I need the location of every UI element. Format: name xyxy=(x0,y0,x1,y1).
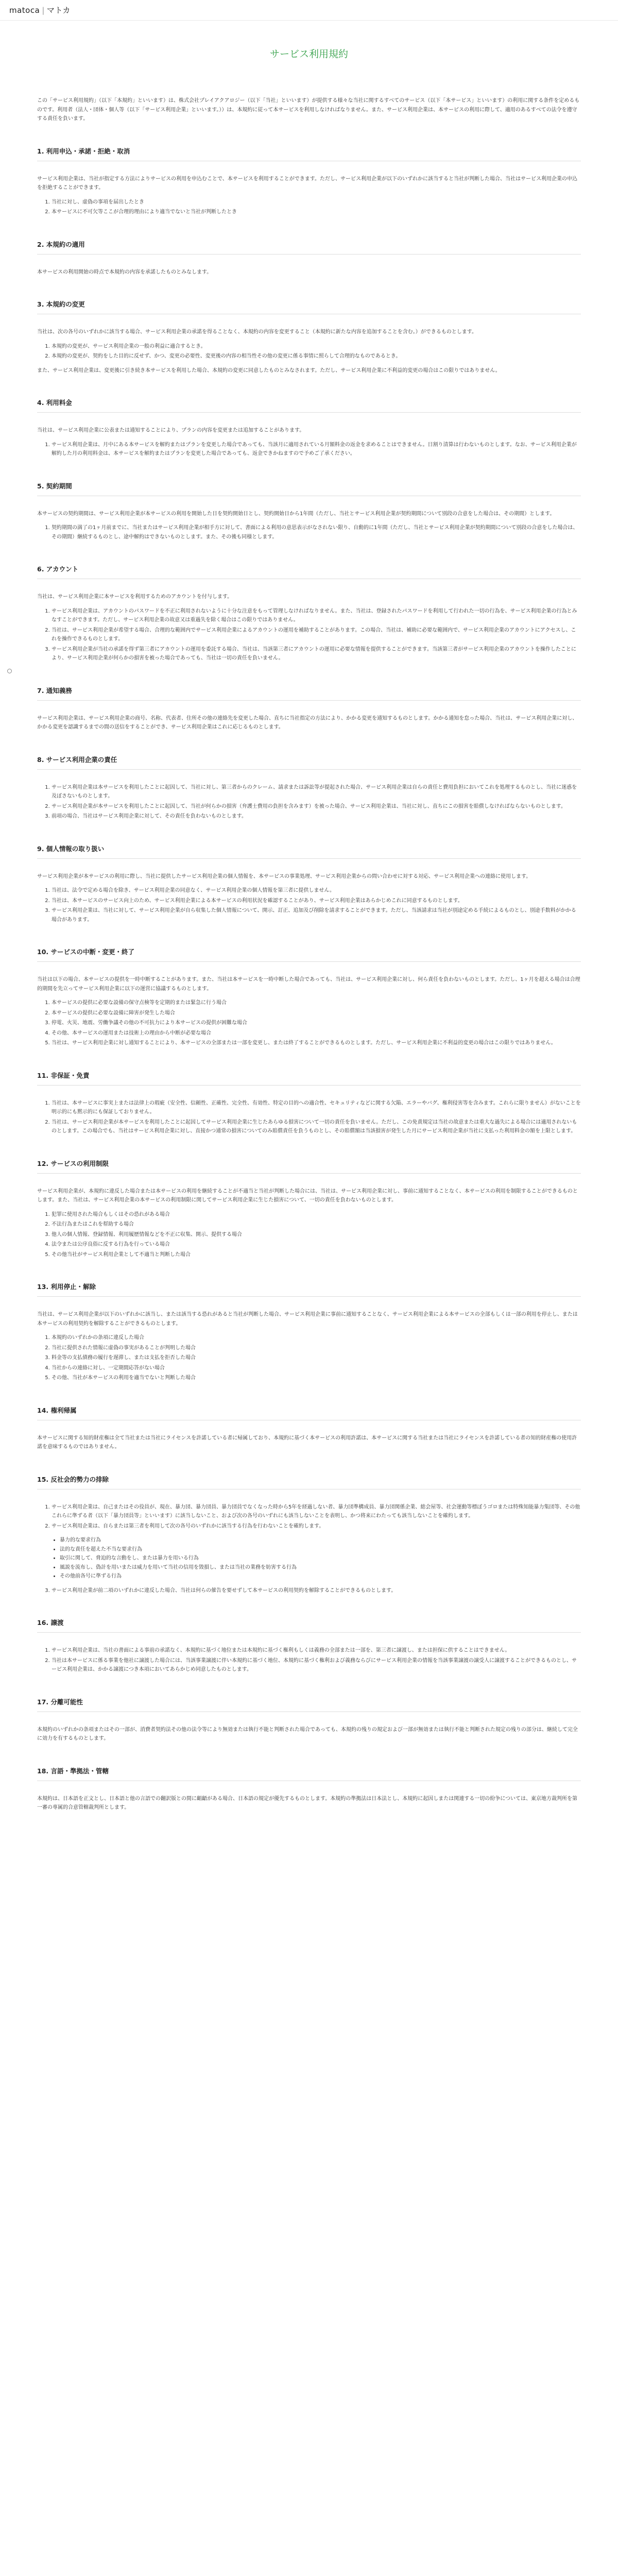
intro-paragraph: この「サービス利用規約」（以下「本規約」といいます）は、株式会社プレイアクアロジー（以下「当社」といいます）が提供する様々な当社に関するすべてのサービス（以下「本サービス」といいます）の利用に関する条件を定めるものです。利用者（法人・団体・個人等（以下「サービス利用企業」といいます。））は、本規約に従って本サービスを利用しなければなりません。また、サービス利用企業は、本サービスの利用に際して、適用のあるすべての法令を遵守する責任を負います。 xyxy=(37,98,580,122)
list-item: • 風説を流布し、偽計を用いまたは威力を用いて当社の信用を毀損し、または当社の業務を妨害する行為 xyxy=(60,1563,581,1572)
list-item: 1. サービス利用企業は、アカウントのパスワードを不正に利用されないように十分な注意をもって管理しなければなりません。また、当社は、登録されたパスワードを利用して行われた一切の行為を、サービス利用企業の行為とみなすことができます。ただし、サービス利用企業の故意又は重過失を除く場合はこの限りではありません。 xyxy=(52,607,581,625)
section-heading: 4. 利用料金 xyxy=(37,399,72,406)
list-item: 1. サービス利用企業は、自己またはその役員が、現在、暴力団、暴力団員、暴力団員でなくなった時から5年を経過しない者、暴力団準構成員、暴力団関係企業、総会屋等、社会運動等標ぼうゴロまたは特殊知能暴力集団等、その他これらに準ずる者（以下「暴力団員等」といいます）に該当しないこと、および次の各号のいずれにも該当しないことを表明し、かつ将来にわたっても該当しないことを確約します。 xyxy=(52,1503,581,1521)
list-item: 4. 法令または公序良俗に反する行為を行っている場合 xyxy=(52,1240,581,1249)
list-item: 1. 当社は、本サービスに事実上または法律上の瑕疵（安全性、信頼性、正確性、完全性、有効性、特定の目的への適合性、セキュリティなどに関する欠陥、エラーやバグ、権利侵害等を含みます。これらに限りません）がないことを明示的にも黙示的にも保証しておりません。 xyxy=(52,1099,581,1117)
list-item: 1. 当社に対し、虚偽の事項を届出したとき xyxy=(52,198,581,207)
section-heading: 15. 反社会的勢力の排除 xyxy=(37,1475,109,1483)
terms-section xyxy=(10,1475,608,1596)
list-item: 2. 本サービスに不可欠等ここが合理的理由により適当でないと当社が判断したとき xyxy=(52,208,581,217)
terms-section xyxy=(10,1282,608,1383)
section-divider xyxy=(37,769,581,770)
numbered-list xyxy=(52,523,581,541)
section-divider xyxy=(37,1632,581,1633)
section-divider xyxy=(37,1173,581,1174)
section-paragraph: 本規約は、日本語を正文とし、日本語と他の言語での翻訳版との間に齟齬がある場合、日本語の規定が優先するものとします。本規約の準拠法は日本法とし、本規約に起因しまたは関連する一切の紛争については、東京地方裁判所を第一審の専属的合意管轄裁判所とします。 xyxy=(37,1795,577,1810)
numbered-list xyxy=(52,1333,581,1383)
section-divider xyxy=(37,700,581,701)
logo-text-katakana: マトカ xyxy=(46,6,71,15)
terms-section xyxy=(10,686,608,732)
list-item: 3. 停電、火災、地震、労働争議その他の不可抗力により本サービスの提供が困難な場合 xyxy=(52,1019,581,1028)
numbered-list xyxy=(52,886,581,924)
list-item: 2. 本サービスの提供に必要な設備に障害が発生した場合 xyxy=(52,1009,581,1018)
section-paragraph: 当社は、サービス利用企業が以下のいずれかに該当し、または該当する恐れがあると当社が判断した場合、サービス利用企業に事前に通知することなく、サービス利用企業による本サービスの全部もしくは一部の利用を停止し、または本サービスの利用契約を解除することができるものとします。 xyxy=(37,1312,578,1327)
list-item: 5. その他当社がサービス利用企業として不適当と判断した場合 xyxy=(52,1250,581,1260)
list-item: 2. 当社は、サービス利用企業が本サービスを利用したことに起因してサービス利用企業に生じたあらゆる損害について一切の責任を負いません。ただし、この免責規定は当社の故意または重大な過失による場合には適用されないものとします。この場合でも、当社はサービス利用企業に対し、直接かつ通常の損害についてのみ賠償責任を負うものとし、その賠償額は当該損害が発生した月にサービス利用企業が当社に支払った利用料金の額を上限とします。 xyxy=(52,1118,581,1136)
list-item: 3. サービス利用企業が前二項のいずれかに違反した場合、当社は何らの催告を要せずして本サービスの利用契約を解除することができるものとします。 xyxy=(52,1586,581,1596)
section-heading: 11. 非保証・免責 xyxy=(37,1071,90,1079)
list-item: 2. 不法行為またはこれを幇助する場合 xyxy=(52,1220,581,1229)
list-item: • 法的な責任を超えた不当な要求行為 xyxy=(60,1545,581,1554)
list-item: 1. 犯罪に使用された場合もしくはその恐れがある場合 xyxy=(52,1210,581,1219)
section-heading: 13. 利用停止・解除 xyxy=(37,1283,96,1291)
section-paragraph: 当社は、サービス利用企業に公表または通知することにより、プランの内容を変更または追加することがあります。 xyxy=(37,428,305,433)
section-paragraph: 本規約のいずれかの条項またはその一部が、消費者契約法その他の法令等により無効または執行不能と判断された場合であっても、本規約の残りの規定および一部が無効または執行不能と判断された規定の残りの部分は、継続して完全に効力を有するものとします。 xyxy=(37,1726,578,1741)
terms-section xyxy=(10,481,608,542)
list-item: • その他前各号に準ずる行為 xyxy=(60,1572,581,1581)
site-header xyxy=(0,0,618,21)
section-heading: 16. 譲渡 xyxy=(37,1619,64,1626)
list-item: • 暴力的な要求行為 xyxy=(60,1536,581,1545)
terms-section xyxy=(10,755,608,821)
list-item: 1. 本規約の変更が、サービス利用企業の一般の利益に適合するとき。 xyxy=(52,342,581,351)
terms-section xyxy=(10,947,608,1048)
section-paragraph: サービス利用企業が、本規約に違反した場合または本サービスの利用を継続することが不適当と当社が判断した場合には、当社は、サービス利用企業に対し、事前に通知することなく、本サービスの利用を制限することができるものとします。また、当社は、サービス利用企業の本サービスの利用制限に関してサービス利用企業に生じた損害について、一切の責任を負わないものとします。 xyxy=(37,1188,578,1203)
terms-document xyxy=(10,46,608,1812)
side-circle-icon xyxy=(7,669,12,673)
list-item: 1. 本サービスの提供に必要な設備の保守点検等を定期的または緊急に行う場合 xyxy=(52,998,581,1008)
list-item: 3. サービス利用企業が当社の承諾を得ず第三者にアカウントの運用を委託する場合、当社は、当該第三者にアカウントの運用に必要な情報を提供することができます。当該第三者がサービス利用企業のアカウントを操作したことにより、サービス利用企業が何らかの損害を被った場合であっても、当社は一切の責任を負いません。 xyxy=(52,645,581,663)
terms-section xyxy=(10,844,608,925)
numbered-list xyxy=(52,1099,581,1136)
section-heading: 8. サービス利用企業の責任 xyxy=(37,755,117,764)
numbered-list xyxy=(52,1646,581,1674)
list-item: 5. 当社は、サービス利用企業に対し通知することにより、本サービスの全部または一部を変更し、または終了することができるものとします。ただし、サービス利用企業に不利益的変更の場合はこの限りではありません。 xyxy=(52,1039,581,1048)
section-divider xyxy=(37,961,581,962)
list-item: 3. サービス利用企業は、当社に対して、サービス利用企業が自ら収集した個人情報について、開示、訂正、追加及び削除を請求することができます。ただし、当該請求は当社が別途定める手続によるものとし、別途手数料がかかる場合があります。 xyxy=(52,906,581,924)
section-divider xyxy=(37,254,581,255)
list-item: 1. 本規約のいずれかの条項に違反した場合 xyxy=(52,1333,581,1343)
section-heading: 9. 個人情報の取り扱い xyxy=(37,844,105,853)
terms-sections xyxy=(10,146,608,1812)
section-heading: 1. 利用申込・承諾・拒絶・取消 xyxy=(37,147,130,155)
list-item: 2. 当社に提供された情報に虚偽の事実があることが判明した場合 xyxy=(52,1344,581,1353)
section-divider xyxy=(37,1085,581,1086)
terms-section xyxy=(10,564,608,663)
numbered-list xyxy=(52,1210,581,1260)
section-paragraph: 本サービスの契約期間は、サービス利用企業が本サービスの利用を開始した日を契約開始日とし、契約開始日から1年間（ただし、当社とサービス利用企業が契約期間について別段の合意をした場合は、その期間）とします。 xyxy=(37,511,555,517)
terms-section xyxy=(10,398,608,459)
terms-section xyxy=(10,1159,608,1260)
list-item: 1. サービス利用企業は、当社の書面による事前の承諾なく、本規約に基づく地位または本規約に基づく権利もしくは義務の全部または一部を、第三者に譲渡し、または担保に供することはできません。 xyxy=(52,1646,581,1655)
list-item: 5. その他、当社が本サービスの利用を適当でないと判断した場合 xyxy=(52,1374,581,1383)
section-divider xyxy=(37,412,581,413)
section-heading: 10. サービスの中断・変更・終了 xyxy=(37,948,134,956)
numbered-list xyxy=(52,1586,581,1596)
list-item: 1. サービス利用企業は本サービスを利用したことに起因して、当社に対し、第三者からのクレーム、請求または訴訟等が提起された場合、サービス利用企業は自らの責任と費用負担においてこれを処理するものとし、当社に迷惑を及ぼさないものとします。 xyxy=(52,783,581,801)
section-heading: 5. 契約期間 xyxy=(37,482,72,490)
section-paragraph: サービス利用企業は、当社が指定する方法によりサービスの利用を申込むことで、本サービスを利用することができます。ただし、サービス利用企業が以下のいずれかに該当すると当社が判断した場合、当社はサービス利用企業の申込を拒絶することができます。 xyxy=(37,176,577,191)
list-item: 1. 当社は、法令で定める場合を除き、サービス利用企業の同意なく、サービス利用企業の個人情報を第三者に提供しません。 xyxy=(52,886,581,895)
section-heading: 2. 本規約の適用 xyxy=(37,240,85,248)
section-paragraph: 当社は以下の場合、本サービスの提供を一時中断することがあります。また、当社は本サービスを一時中断した場合であっても、当社は、サービス利用企業に対し、何ら責任を負わないものとします。ただし、1ヶ月を超える場合は合理的期間を先立ってサービス利用企業に以下の運営に協議するものとします。 xyxy=(37,977,580,992)
list-item: 2. 本規約の変更が、契約をした目的に反せず、かつ、変更の必要性、変更後の内容の相当性その他の変更に係る事情に照らして合理的なものであるとき。 xyxy=(52,352,581,361)
bullet-list xyxy=(60,1536,581,1581)
section-paragraph: 本サービスに関する知的財産権は全て当社または当社にライセンスを許諾している者に帰属しており、本規約に基づく本サービスの利用許諾は、本サービスに関する当社または当社にライセンスを許諾している者の知的財産権の使用許諾を意味するものではありません。 xyxy=(37,1435,577,1450)
list-item: 2. 当社は、本サービスのサービス向上のため、サービス利用企業による本サービスの利用状況を確認することがあり、サービス利用企業はあらかじめこれに同意するものとします。 xyxy=(52,896,581,906)
terms-section xyxy=(10,1618,608,1674)
list-item: 3. 料金等の支払債務の履行を遅滞し、または支払を拒否した場合 xyxy=(52,1353,581,1363)
list-item: 2. サービス利用企業が本サービスを利用したことに起因して、当社が何らかの損害（弁護士費用の負担を含みます）を被った場合、サービス利用企業は、当社に対し、直ちにこの損害を賠償しなければならないものとします。 xyxy=(52,802,581,811)
section-paragraph: 本サービスの利用開始の時点で本規約の内容を承諾したものとみなします。 xyxy=(37,269,212,275)
section-heading: 7. 通知義務 xyxy=(37,686,72,694)
terms-section xyxy=(10,146,608,217)
list-item: 1. サービス利用企業は、月中にある本サービスを解約またはプランを変更した場合であっても、当該月に適用されている月額料金の返金を求めることはできません。日割り清算は行わないものとします。なお、サービス利用企業が解約した月の利用料金は、本サービスを解約またはプランを変更した場合であっても、返金できかねますので予めご了承ください。 xyxy=(52,440,581,459)
list-item: 4. 当社からの連絡に対し、一定期間応答がない場合 xyxy=(52,1364,581,1373)
numbered-list xyxy=(52,783,581,821)
section-heading: 18. 言語・準拠法・管轄 xyxy=(37,1767,109,1775)
numbered-list xyxy=(52,440,581,459)
site-logo[interactable] xyxy=(9,5,71,15)
page-title: サービス利用規約 xyxy=(269,48,348,60)
terms-section xyxy=(10,1405,608,1452)
list-item: 2. サービス利用企業は、自らまたは第三者を利用して次の各号のいずれかに該当する行為を行わないことを確約します。 xyxy=(52,1522,581,1531)
section-heading: 17. 分離可能性 xyxy=(37,1698,83,1706)
logo-separator: | xyxy=(42,6,45,15)
terms-section xyxy=(10,240,608,277)
section-divider xyxy=(37,1711,581,1712)
list-item: 3. 他人の個人情報、登録情報、利用履歴情報などを不正に収集、開示、提供する場合 xyxy=(52,1230,581,1240)
list-item: 1. 契約期間の満了の1ヶ月前までに、当社またはサービス利用企業が相手方に対して、書面による利用の意思表示がなされない限り、自動的に1年間（ただし、当社とサービス利用企業が契約期間について別段の合意をした場合は、その期間）継続するものとし、途中解約はできないものとします。また、その後も同様とします。 xyxy=(52,523,581,541)
section-heading: 12. サービスの利用制限 xyxy=(37,1159,109,1167)
numbered-list xyxy=(52,1503,581,1531)
section-paragraph: 当社は、次の各号のいずれかに該当する場合、サービス利用企業の承諾を得ることなく、本規約の内容を変更すること（本規約に新たな内容を追加することを含む。）ができるものとします。 xyxy=(37,329,477,335)
section-paragraph: また、サービス利用企業は、変更後に引き続き本サービスを利用した場合、本規約の変更に同意したものとみなされます。ただし、サービス利用企業に不利益的変更の場合はこの限りではありません。 xyxy=(37,367,501,374)
numbered-list xyxy=(52,342,581,361)
section-heading: 6. アカウント xyxy=(37,565,79,573)
terms-section xyxy=(10,1697,608,1743)
list-item: 4. その他、本サービスの運用または技術上の理由から中断が必要な場合 xyxy=(52,1029,581,1038)
section-heading: 14. 権利帰属 xyxy=(37,1406,77,1414)
list-item: 2. 当社は本サービスに係る事業を他社に譲渡した場合には、当該事業譲渡に伴い本規約に基づく地位、本規約に基づく権利および義務ならびにサービス利用企業の情報を当該事業譲渡の譲受人に譲渡することができるものとし、サービス利用企業は、かかる譲渡につき本項においてあらかじめ同意したものとします。 xyxy=(52,1656,581,1674)
section-paragraph: 当社は、サービス利用企業に本サービスを利用するためのアカウントを付与します。 xyxy=(37,594,233,600)
numbered-list xyxy=(52,607,581,663)
section-divider xyxy=(37,858,581,859)
section-paragraph: サービス利用企業が本サービスの利用に際し、当社に提供したサービス利用企業の個人情報を、本サービスの事業処理、サービス利用企業からの問い合わせに対する対応、サービス利用企業への連絡に使用します。 xyxy=(37,873,531,879)
terms-section xyxy=(10,1766,608,1812)
numbered-list xyxy=(52,998,581,1048)
logo-text-latin: matoca xyxy=(9,6,40,15)
terms-section xyxy=(10,1071,608,1136)
list-item: 3. 前項の場合、当社はサービス利用企業に対して、その責任を負わないものとします。 xyxy=(52,812,581,821)
section-heading: 3. 本規約の変更 xyxy=(37,300,85,308)
section-divider xyxy=(37,1296,581,1297)
list-item: • 取引に関して、脅迫的な言動をし、または暴力を用いる行為 xyxy=(60,1554,581,1563)
numbered-list xyxy=(52,198,581,217)
section-paragraph: サービス利用企業は、サービス利用企業の商号、名称、代表者、住所その他の連絡先を変更した場合、直ちに当社指定の方法により、かかる変更を通知するものとします。かかる通知を怠った場合、当社は、サービス利用企業に対し、かかる変更を認識するまでの間の送信をすることができ、サービス利用企業はこれに応じるものとします。 xyxy=(37,715,578,730)
list-item: 2. 当社は、サービス利用企業が希望する場合、合理的な範囲内でサービス利用企業によるアカウントの運用を補助することがあります。この場合、当社は、補助に必要な範囲内で、サービス利用企業のアカウントにアクセスし、これを操作できるものとします。 xyxy=(52,626,581,644)
terms-section xyxy=(10,299,608,375)
